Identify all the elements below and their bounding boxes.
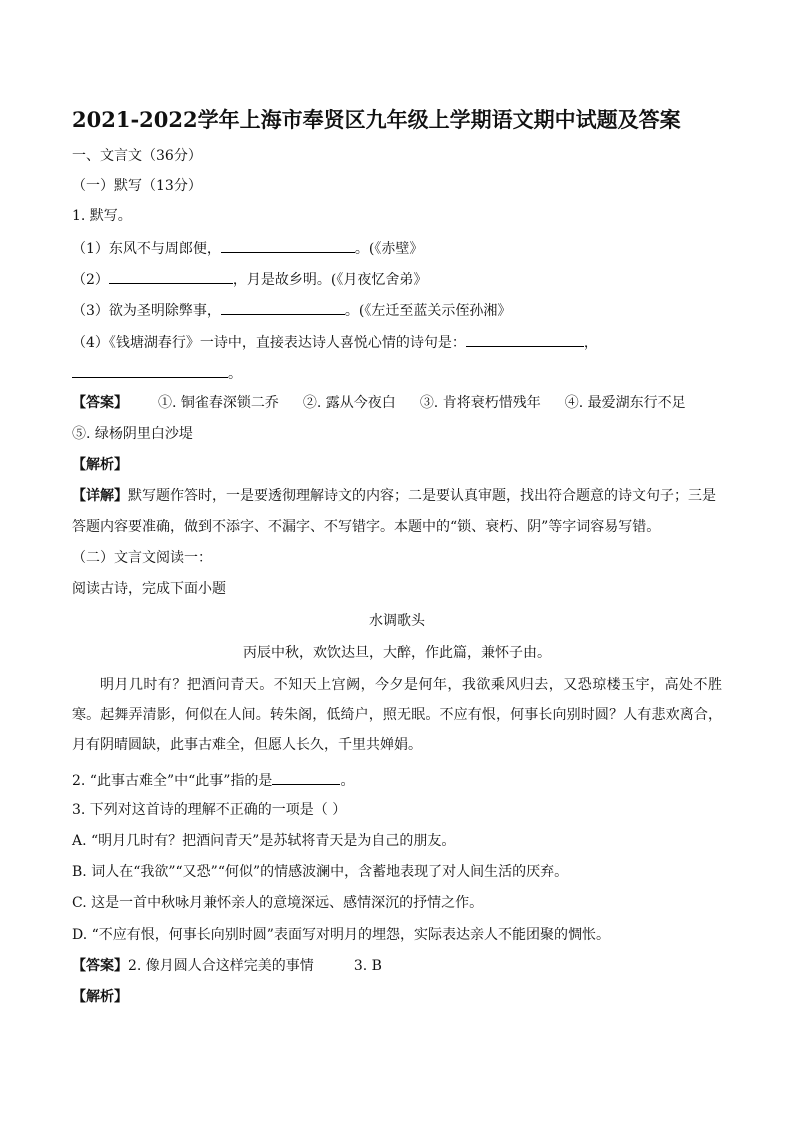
analysis-label: 【解析】 xyxy=(72,457,128,473)
document-title: 2021-2022学年上海市奉贤区九年级上学期语文期中试题及答案 xyxy=(72,107,681,132)
option-b: B. 词人在“我欲”“又恐”“何似”的情感波澜中，含蓄地表现了对人间生活的厌弃。 xyxy=(72,864,569,880)
answer-blank[interactable] xyxy=(466,331,584,347)
section-heading: 一、文言文（36分） xyxy=(72,148,202,164)
detail-line-1: 【详解】默写题作答时，一是要透彻理解诗文的内容；二是要认真审题，找出符合题意的诗文句子；三是 xyxy=(72,488,716,504)
answer-1-last: ⑤. 绿杨阴里白沙堤 xyxy=(72,426,193,442)
answer-2: 【答案】2. 像月圆人合这样完美的事情 3. B xyxy=(72,958,382,974)
analysis-label-2: 【解析】 xyxy=(72,989,128,1005)
question-1-item-4: （4）《钱塘湖春行》一诗中，直接表达诗人喜悦心情的诗句是： ， xyxy=(72,331,598,353)
answer-1: 【答案】 ①. 铜雀春深锁二乔 ②. 露从今夜白 ③. 肯将衰朽惜残年 ④. 最爱湖东行不足 xyxy=(72,395,686,411)
poem-title: 水调歌头 xyxy=(369,613,425,629)
subsection-heading-2: （二）文言文阅读一： xyxy=(72,550,212,566)
reading-instruction: 阅读古诗，完成下面小题 xyxy=(72,581,226,597)
poem-body: 明月几时有？把酒问青天。不知天上宫阙，今夕是何年，我欲乘风归去，又恐琼楼玉宇，高处不胜寒。起舞弄清影，何似在人间。转朱阁，低绮户，照无眠。不应有恨，何事长向别时圆？人有悲欢离合，月有阴晴圆缺，此事古难全，但愿人长久，千里共婵娟。 xyxy=(72,677,722,753)
answer-blank[interactable] xyxy=(221,299,345,315)
question-1-item-2: （2） ，月是故乡明。(《月夜忆舍弟》 xyxy=(72,268,427,290)
question-3-stem: 3. 下列对这首诗的理解不正确的一项是（ ） xyxy=(72,802,347,818)
option-d: D. “不应有恨，何事长向别时圆”表面写对明月的埋怨，实际表达亲人不能团聚的惆怅。 xyxy=(72,927,610,943)
question-2: 2. “此事古难全”中“此事”指的是 。 xyxy=(72,769,354,791)
poem-preface: 丙辰中秋，欢饮达旦，大醉，作此篇，兼怀子由。 xyxy=(243,645,551,661)
option-a: A. “明月几时有？把酒问青天”是苏轼将青天是为自己的朋友。 xyxy=(72,833,456,849)
question-1-item-1: （1）东风不与周郎便， 。(《赤壁》 xyxy=(72,237,423,259)
subsection-heading: （一）默写（13分） xyxy=(72,178,202,194)
answer-blank[interactable] xyxy=(109,268,233,284)
question-1-stem: 1. 默写。 xyxy=(72,208,132,224)
answer-blank[interactable] xyxy=(221,237,355,253)
question-1-item-3: （3）欲为圣明除弊事， 。(《左迁至蓝关示侄孙湘》 xyxy=(72,299,511,321)
answer-blank[interactable] xyxy=(72,362,228,378)
question-1-item-4-continued: 。 xyxy=(72,362,242,384)
option-c: C. 这是一首中秋咏月兼怀亲人的意境深远、感情深沉的抒情之作。 xyxy=(72,895,484,911)
answer-blank[interactable] xyxy=(272,769,340,785)
detail-line-2: 答题内容要准确，做到不添字、不漏字、不写错字。本题中的“锁、衰朽、阴”等字词容易写错。 xyxy=(72,519,661,535)
